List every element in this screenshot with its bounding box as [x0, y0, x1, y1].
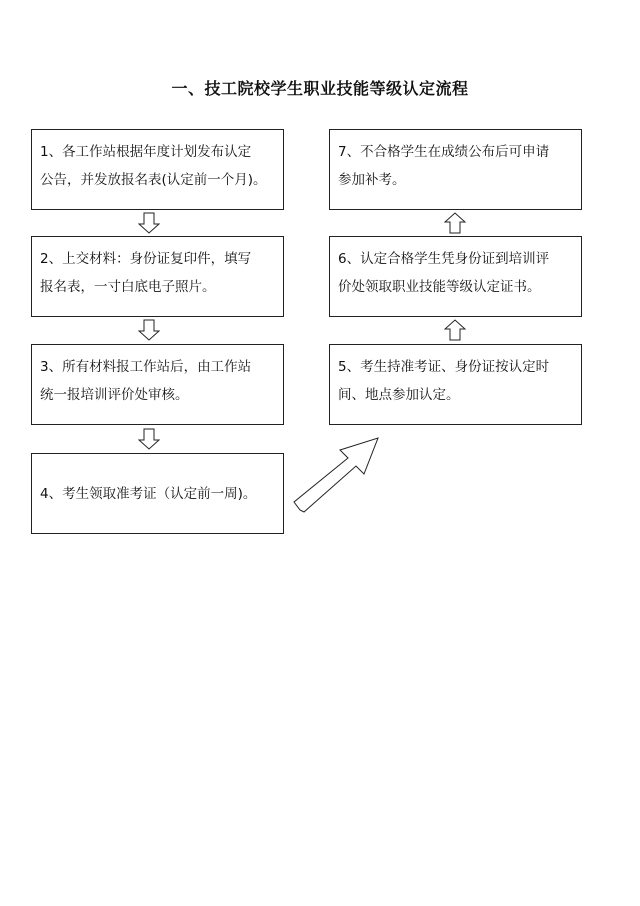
diagonal-arrow-icon — [292, 432, 384, 514]
step-5-box — [329, 344, 582, 425]
step-7-box — [329, 129, 582, 210]
step-2-line-2: 报名表，一寸白底电子照片。 — [40, 279, 216, 295]
down-arrow-2-icon — [138, 319, 160, 341]
step-5-line-1: 5、考生持准考证、身份证按认定时 — [338, 359, 550, 375]
step-1-box — [31, 129, 284, 210]
step-1-line-2: 公告，并发放报名表(认定前一个月)。 — [40, 172, 267, 188]
step-7-line-1: 7、不合格学生在成绩公布后可申请 — [338, 144, 550, 160]
step-6-line-2: 价处领取职业技能等级认定证书。 — [338, 279, 541, 295]
step-7-line-2: 参加补考。 — [338, 172, 406, 188]
step-1-line-1: 1、各工作站根据年度计划发布认定 — [40, 144, 252, 160]
step-2-box — [31, 236, 284, 317]
step-3-box — [31, 344, 284, 425]
step-3-line-1: 3、所有材料报工作站后，由工作站 — [40, 359, 252, 375]
step-5-line-2: 间、地点参加认定。 — [338, 387, 460, 403]
step-6-box — [329, 236, 582, 317]
page-title: 一、技工院校学生职业技能等级认定流程 — [171, 79, 469, 98]
step-4-line-1: 4、考生领取准考证（认定前一周)。 — [40, 486, 257, 502]
up-arrow-2-icon — [444, 319, 466, 341]
up-arrow-1-icon — [444, 212, 466, 234]
step-3-line-2: 统一报培训评价处审核。 — [40, 387, 189, 403]
down-arrow-1-icon — [138, 212, 160, 234]
down-arrow-3-icon — [138, 428, 160, 450]
step-2-line-1: 2、上交材料：身份证复印件，填写 — [40, 251, 252, 267]
step-4-box — [31, 453, 284, 534]
step-6-line-1: 6、认定合格学生凭身份证到培训评 — [338, 251, 550, 267]
